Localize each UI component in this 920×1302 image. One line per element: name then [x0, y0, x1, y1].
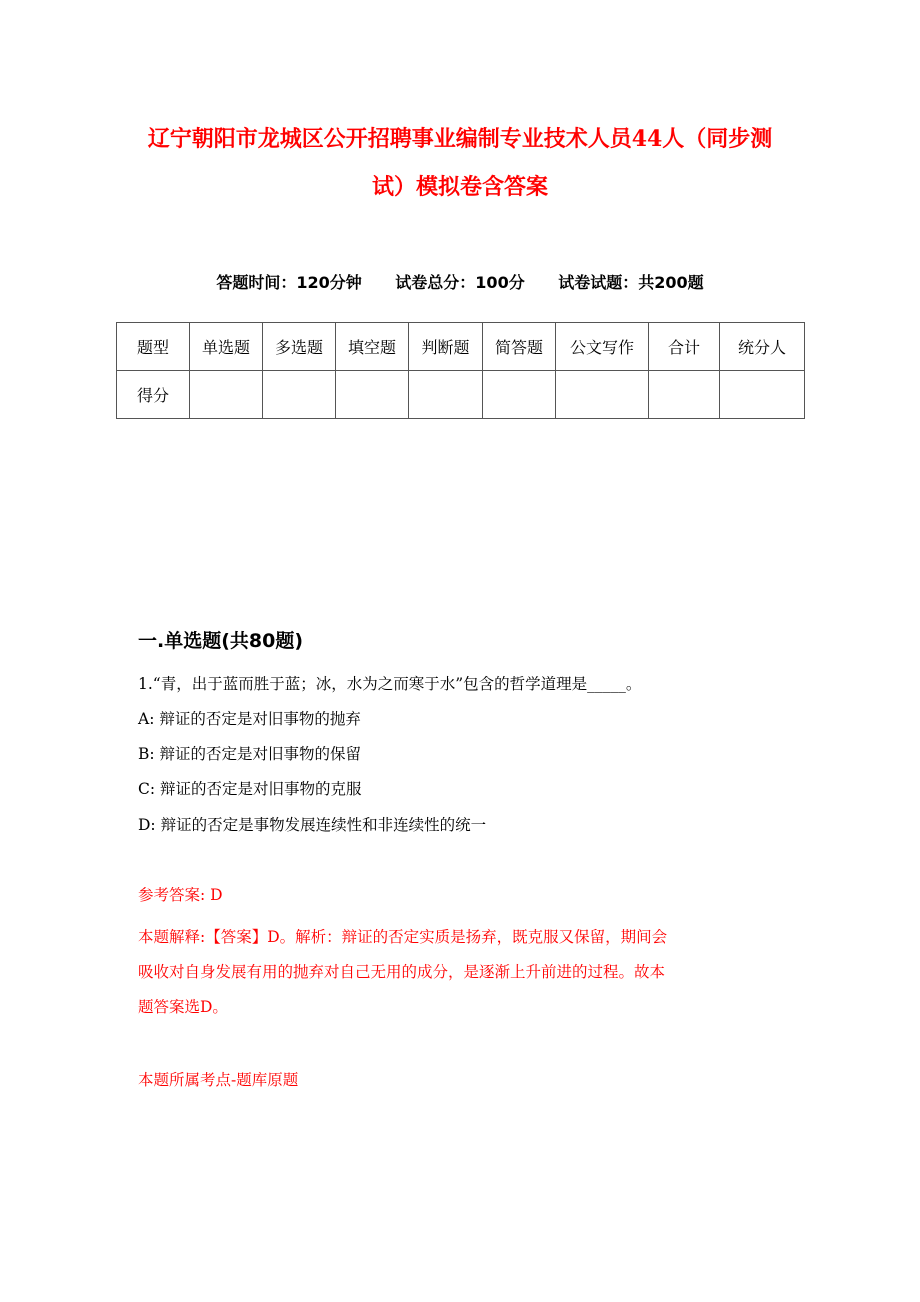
score-table	[116, 322, 805, 419]
score-cell	[720, 371, 805, 419]
header-cell: 题型	[117, 323, 190, 371]
exam-question-count: 试卷试题：共200题	[558, 273, 704, 292]
score-cell	[649, 371, 720, 419]
header-cell: 简答题	[483, 323, 556, 371]
header-cell: 填空题	[336, 323, 409, 371]
header-cell: 单选题	[190, 323, 263, 371]
question-stem: 1.“青，出于蓝而胜于蓝；冰，水为之而寒于水”包含的哲学道理是_____。	[138, 675, 642, 693]
header-cell: 合计	[649, 323, 720, 371]
header-cell: 多选题	[263, 323, 336, 371]
score-cell	[263, 371, 336, 419]
header-cell: 公文写作	[556, 323, 649, 371]
header-cell: 统分人	[720, 323, 805, 371]
option-c: C: 辩证的否定是对旧事物的克服	[138, 780, 362, 798]
reference-answer: 参考答案: D	[138, 886, 223, 904]
document-title-line1: 辽宁朝阳市龙城区公开招聘事业编制专业技术人员44人（同步测	[147, 126, 773, 152]
option-b: B: 辩证的否定是对旧事物的保留	[138, 745, 362, 763]
explanation-line1: 本题解释:【答案】D。解析：辩证的否定实质是扬弃，既克服又保留，期间会	[138, 928, 668, 946]
score-table-header-row	[117, 323, 805, 371]
score-cell	[190, 371, 263, 419]
row-label-cell: 得分	[117, 371, 190, 419]
score-cell	[336, 371, 409, 419]
question-source: 本题所属考点-题库原题	[138, 1071, 299, 1089]
document-title-line2: 试）模拟卷含答案	[371, 174, 548, 200]
exam-time: 答题时间：120分钟	[216, 273, 362, 292]
option-d: D: 辩证的否定是事物发展连续性和非连续性的统一	[138, 816, 487, 834]
score-cell	[409, 371, 483, 419]
score-table-value-row	[117, 371, 805, 419]
score-cell	[483, 371, 556, 419]
option-a: A: 辩证的否定是对旧事物的抛弃	[138, 710, 361, 728]
explanation-line2: 吸收对自身发展有用的抛弃对自己无用的成分，是逐渐上升前进的过程。故本	[138, 963, 666, 981]
exam-total-score: 试卷总分：100分	[395, 273, 525, 292]
explanation-line3: 题答案选D。	[138, 998, 228, 1016]
section-title: 一.单选题(共80题)	[138, 630, 304, 652]
exam-meta	[0, 270, 920, 293]
header-cell: 判断题	[409, 323, 483, 371]
score-cell	[556, 371, 649, 419]
